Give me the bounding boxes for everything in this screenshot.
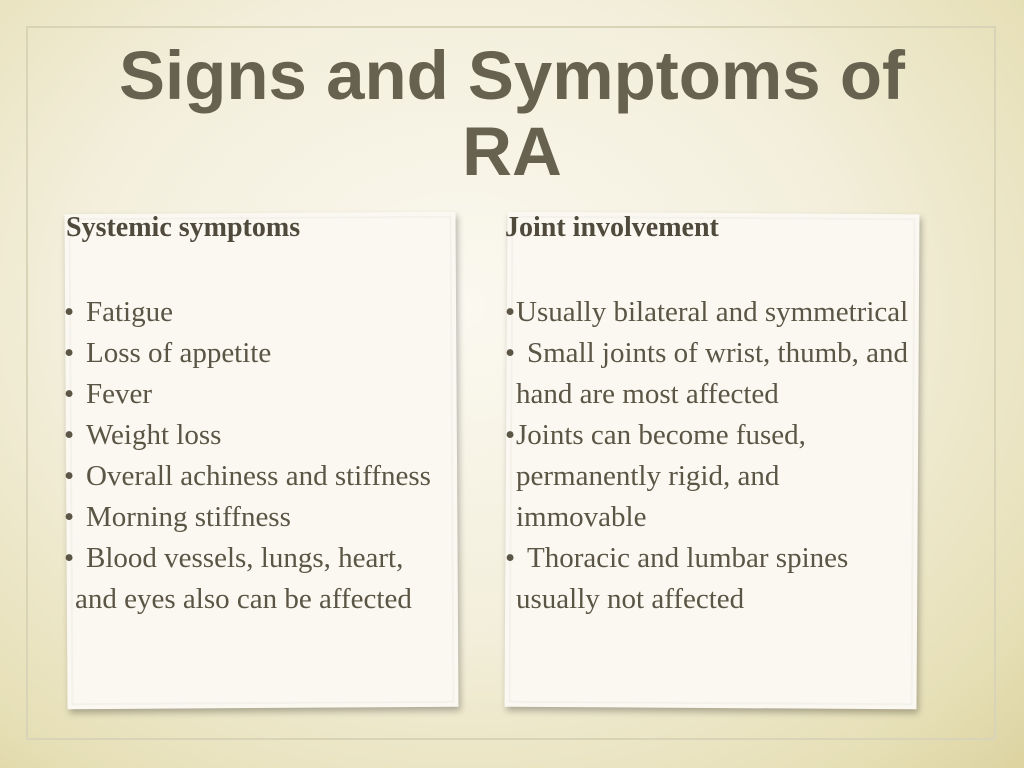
list-item — [64, 497, 436, 538]
bullet-icon: • — [505, 337, 516, 369]
list-item — [505, 333, 910, 415]
list-item — [505, 538, 910, 620]
bullet-icon: • — [64, 378, 75, 410]
list-item-text: Joints can become fused, permanently rigid, and immovable — [516, 419, 806, 533]
bullet-icon: • — [505, 296, 516, 328]
list-item — [64, 333, 436, 374]
list-item-text: Small joints of wrist, thumb, and hand are most affected — [516, 337, 909, 410]
slide-title — [0, 38, 1024, 190]
list-item — [64, 456, 436, 497]
joint-involvement-list — [505, 292, 910, 620]
list-item-text: Weight loss — [86, 419, 222, 451]
bullet-icon: • — [64, 501, 75, 533]
list-item-text: Fatigue — [86, 296, 173, 328]
bullet-icon: • — [64, 419, 75, 451]
slide-title-line1: Signs and Symptoms of — [119, 37, 905, 114]
list-item — [64, 538, 436, 620]
list-item — [64, 415, 436, 456]
list-item — [505, 415, 910, 538]
systemic-symptoms-list — [64, 292, 436, 620]
list-item-text: Loss of appetite — [86, 337, 272, 369]
list-item-text: Usually bilateral and symmetrical — [516, 296, 909, 328]
bullet-icon: • — [505, 419, 516, 451]
list-item-text: Blood vessels, lungs, heart, and eyes also can be affected — [75, 542, 412, 615]
slide-title-line2: RA — [462, 113, 562, 190]
list-item-text: Morning stiffness — [86, 501, 291, 533]
bullet-icon: • — [505, 542, 516, 574]
bullet-icon: • — [64, 296, 75, 328]
bullet-icon: • — [64, 542, 75, 574]
bullet-icon: • — [64, 337, 75, 369]
list-item — [505, 292, 910, 333]
list-item-text: Thoracic and lumbar spines usually not affected — [516, 542, 849, 615]
list-item — [64, 292, 436, 333]
list-item-text: Overall achiness and stiffness — [86, 460, 431, 492]
joint-involvement-heading: Joint involvement — [505, 212, 719, 243]
list-item — [64, 374, 436, 415]
list-item-text: Fever — [86, 378, 153, 410]
systemic-symptoms-heading: Systemic symptoms — [66, 212, 301, 243]
bullet-icon: • — [64, 460, 75, 492]
